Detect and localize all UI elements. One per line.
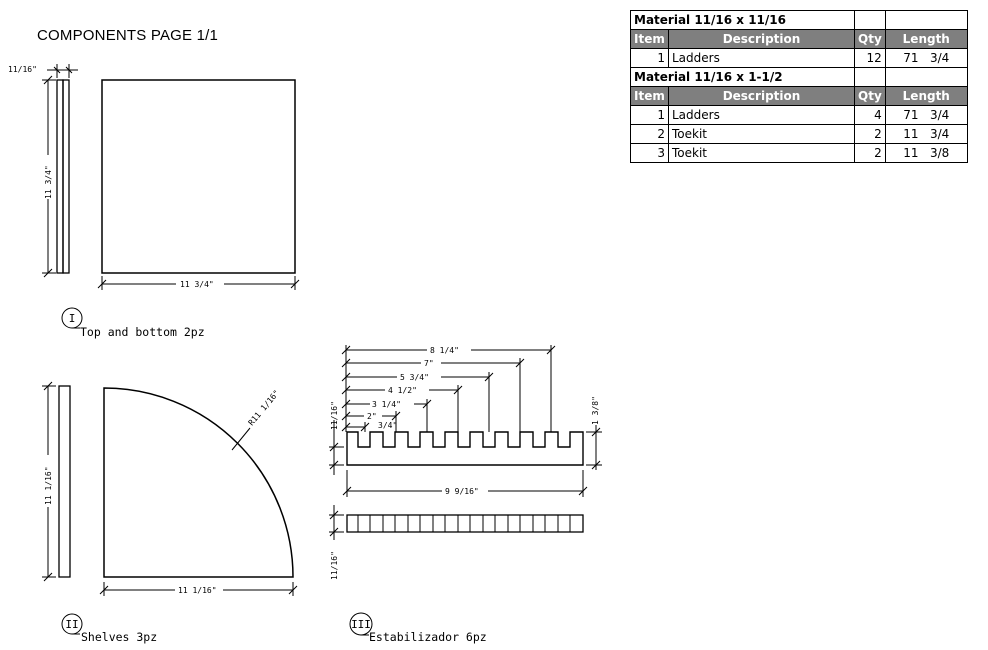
cell-description: Toekit [669, 125, 855, 144]
part-3-dim-7: 7" [424, 359, 434, 368]
part-3-dim-5-3-4: 5 3/4" [400, 373, 429, 382]
material-label: Material 11/16 x 11/16 [631, 11, 855, 30]
part-3-dim-4-1-2: 4 1/2" [388, 386, 417, 395]
col-description: Description [669, 30, 855, 49]
part-2-quarter-circle [104, 388, 293, 577]
part-3-edge-view-divisions [358, 515, 570, 532]
cell-description: Ladders [669, 106, 855, 125]
part-3-roman-numeral: III [351, 618, 371, 631]
cell-item: 1 [631, 49, 669, 68]
part-3-comb-profile [347, 432, 583, 465]
part-3-drawing [329, 345, 602, 644]
cell-length: 71 3/4 [885, 106, 967, 125]
cell-description: Ladders [669, 49, 855, 68]
cell-qty: 2 [855, 125, 886, 144]
part-2-radius-dim: R11 1/16" [246, 388, 282, 428]
col-description: Description [669, 87, 855, 106]
part-3-edge-view [347, 515, 583, 532]
part-1-caption: Top and bottom 2pz [80, 325, 205, 339]
part-1-height-dim: 11 3/4" [44, 165, 53, 199]
cell-item: 3 [631, 144, 669, 163]
part-3-right-height-dim: 1 3/8" [591, 396, 600, 425]
col-qty: Qty [855, 87, 886, 106]
part-2-edge-view [59, 386, 70, 577]
part-3-caption: Estabilizador 6pz [369, 630, 487, 644]
part-2-caption: Shelves 3pz [81, 630, 158, 644]
page-title: COMPONENTS PAGE 1/1 [37, 27, 219, 44]
part-1-drawing [8, 64, 299, 339]
part-3-dim-3-4: 3/4" [378, 421, 398, 430]
col-item: Item [631, 87, 669, 106]
cell-qty: 12 [855, 49, 886, 68]
col-qty: Qty [855, 30, 886, 49]
part-3-length-dim: 9 9/16" [445, 487, 479, 496]
part-1-width-dim: 11 3/4" [180, 280, 214, 289]
cell-description: Toekit [669, 144, 855, 163]
cell-qty: 2 [855, 144, 886, 163]
cell-qty: 4 [855, 106, 886, 125]
col-item: Item [631, 30, 669, 49]
part-3-dim-2: 2" [367, 412, 377, 421]
part-2-height-dim: 11 1/16" [44, 466, 53, 505]
part-1-edge-view [57, 80, 63, 273]
col-length: Length [885, 87, 967, 106]
cell-length: 11 3/8 [885, 144, 967, 163]
cell-length: 71 3/4 [885, 49, 967, 68]
col-length: Length [885, 30, 967, 49]
part-1-edge-view-2 [63, 80, 69, 273]
material-label: Material 11/16 x 1-1/2 [631, 68, 855, 87]
part-1-roman-numeral: I [68, 312, 76, 325]
part-3-left-thickness-dim: 11/16" [330, 401, 339, 430]
part-3-dim-3-1-4: 3 1/4" [372, 400, 401, 409]
cell-item: 1 [631, 106, 669, 125]
cell-length: 11 3/4 [885, 125, 967, 144]
part-3-dim-8-1-4: 8 1/4" [430, 346, 459, 355]
part-2-drawing [42, 382, 297, 644]
part-1-thickness-dim: 11/16" [8, 65, 37, 74]
part-1-face [102, 80, 295, 273]
part-2-width-dim: 11 1/16" [178, 586, 217, 595]
part-3-bottom-thickness-dim: 11/16" [330, 551, 339, 580]
cell-item: 2 [631, 125, 669, 144]
part-2-roman-numeral: II [65, 618, 79, 631]
